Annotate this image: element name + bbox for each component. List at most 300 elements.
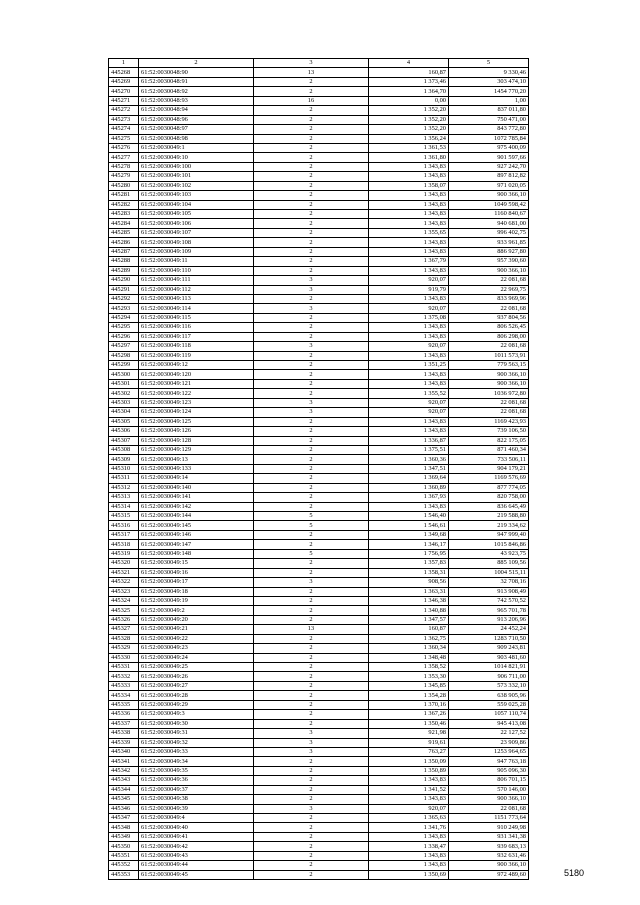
value-cell: 1169 576,69 — [449, 474, 529, 483]
row-number-cell: 445317 — [109, 530, 139, 539]
cadastral-number-cell: 61:52:0030049:3 — [139, 710, 254, 719]
area-cell: 1 369,64 — [369, 474, 449, 483]
value-cell: 22 081,68 — [449, 304, 529, 313]
area-cell: 1 357,83 — [369, 559, 449, 568]
cadastral-number-cell: 61:52:0030049:26 — [139, 672, 254, 681]
area-cell: 0,00 — [369, 96, 449, 105]
table-row — [109, 568, 529, 577]
cadastral-number-cell: 61:52:0030049:42 — [139, 842, 254, 851]
value-cell: 9 330,46 — [449, 68, 529, 77]
cadastral-number-cell: 61:52:0030049:28 — [139, 691, 254, 700]
row-number-cell: 445297 — [109, 342, 139, 351]
row-number-cell: 445283 — [109, 210, 139, 219]
category-cell: 5 — [254, 512, 369, 521]
row-number-cell: 445352 — [109, 861, 139, 870]
category-cell: 2 — [254, 370, 369, 379]
table-row — [109, 549, 529, 558]
value-cell: 1160 840,67 — [449, 210, 529, 219]
row-number-cell: 445318 — [109, 540, 139, 549]
area-cell: 1 343,83 — [369, 162, 449, 171]
cadastral-number-cell: 61:52:0030049:133 — [139, 464, 254, 473]
category-cell: 2 — [254, 77, 369, 86]
column-header-1: 1 — [109, 59, 139, 68]
area-cell: 920,07 — [369, 276, 449, 285]
category-cell: 2 — [254, 634, 369, 643]
row-number-cell: 445335 — [109, 700, 139, 709]
row-number-cell: 445336 — [109, 710, 139, 719]
area-cell: 1 367,26 — [369, 710, 449, 719]
row-number-cell: 445315 — [109, 512, 139, 521]
area-cell: 921,98 — [369, 729, 449, 738]
cadastral-number-cell: 61:52:0030049:123 — [139, 398, 254, 407]
category-cell: 2 — [254, 332, 369, 341]
table-row — [109, 587, 529, 596]
table-row — [109, 342, 529, 351]
value-cell: 939 683,13 — [449, 842, 529, 851]
cadastral-number-cell: 61:52:0030049:107 — [139, 228, 254, 237]
cadastral-number-cell: 61:52:0030048:96 — [139, 115, 254, 124]
area-cell: 1 336,87 — [369, 436, 449, 445]
cadastral-number-cell: 61:52:0030049:122 — [139, 389, 254, 398]
category-cell: 2 — [254, 653, 369, 662]
category-cell: 2 — [254, 266, 369, 275]
table-row — [109, 134, 529, 143]
value-cell: 903 481,60 — [449, 653, 529, 662]
cadastral-number-cell: 61:52:0030048:97 — [139, 125, 254, 134]
row-number-cell: 445351 — [109, 851, 139, 860]
cadastral-number-cell: 61:52:0030049:12 — [139, 361, 254, 370]
table-row — [109, 379, 529, 388]
cadastral-number-cell: 61:52:0030049:109 — [139, 247, 254, 256]
area-cell: 1 350,09 — [369, 757, 449, 766]
row-number-cell: 445348 — [109, 823, 139, 832]
row-number-cell: 445338 — [109, 729, 139, 738]
cadastral-number-cell: 61:52:0030049:15 — [139, 559, 254, 568]
cadastral-number-cell: 61:52:0030049:100 — [139, 162, 254, 171]
category-cell: 2 — [254, 162, 369, 171]
row-number-cell: 445342 — [109, 766, 139, 775]
row-number-cell: 445347 — [109, 814, 139, 823]
cadastral-number-cell: 61:52:0030049:113 — [139, 294, 254, 303]
row-number-cell: 445306 — [109, 427, 139, 436]
cadastral-number-cell: 61:52:0030049:4 — [139, 814, 254, 823]
area-cell: 1 343,83 — [369, 427, 449, 436]
value-cell: 1015 846,86 — [449, 540, 529, 549]
table-row — [109, 625, 529, 634]
category-cell: 2 — [254, 606, 369, 615]
row-number-cell: 445313 — [109, 493, 139, 502]
area-cell: 1 340,88 — [369, 606, 449, 615]
area-cell: 1 353,30 — [369, 672, 449, 681]
value-cell: 871 460,34 — [449, 445, 529, 454]
value-cell: 303 474,10 — [449, 77, 529, 86]
value-cell: 886 927,80 — [449, 247, 529, 256]
table-row — [109, 729, 529, 738]
value-cell: 972 489,60 — [449, 870, 529, 879]
area-cell: 1 361,80 — [369, 153, 449, 162]
row-number-cell: 445290 — [109, 276, 139, 285]
cadastral-number-cell: 61:52:0030049:1 — [139, 143, 254, 152]
value-cell: 965 701,78 — [449, 606, 529, 615]
row-number-cell: 445281 — [109, 191, 139, 200]
cadastral-number-cell: 61:52:0030049:146 — [139, 530, 254, 539]
category-cell: 2 — [254, 210, 369, 219]
column-header-5: 5 — [449, 59, 529, 68]
cadastral-number-cell: 61:52:0030049:43 — [139, 851, 254, 860]
cadastral-number-cell: 61:52:0030049:103 — [139, 191, 254, 200]
row-number-cell: 445327 — [109, 625, 139, 634]
row-number-cell: 445304 — [109, 408, 139, 417]
value-cell: 573 332,10 — [449, 681, 529, 690]
table-row — [109, 77, 529, 86]
value-cell: 806 526,45 — [449, 323, 529, 332]
value-cell: 931 341,38 — [449, 832, 529, 841]
row-number-cell: 445303 — [109, 398, 139, 407]
category-cell: 2 — [254, 700, 369, 709]
value-cell: 559 025,28 — [449, 700, 529, 709]
cadastral-number-cell: 61:52:0030049:148 — [139, 549, 254, 558]
category-cell: 3 — [254, 408, 369, 417]
category-cell: 2 — [254, 663, 369, 672]
row-number-cell: 445346 — [109, 804, 139, 813]
area-cell: 920,07 — [369, 342, 449, 351]
table-row — [109, 200, 529, 209]
cadastral-number-cell: 61:52:0030049:41 — [139, 832, 254, 841]
area-cell: 920,07 — [369, 398, 449, 407]
value-cell: 906 711,00 — [449, 672, 529, 681]
category-cell: 2 — [254, 832, 369, 841]
value-cell: 904 179,21 — [449, 464, 529, 473]
category-cell: 2 — [254, 247, 369, 256]
value-cell: 905 096,30 — [449, 766, 529, 775]
area-cell: 1 343,83 — [369, 210, 449, 219]
table-row — [109, 228, 529, 237]
area-cell: 1 343,83 — [369, 247, 449, 256]
value-cell: 219 334,62 — [449, 521, 529, 530]
area-cell: 1 354,28 — [369, 691, 449, 700]
category-cell: 2 — [254, 379, 369, 388]
cadastral-number-cell: 61:52:0030049:115 — [139, 313, 254, 322]
category-cell: 3 — [254, 804, 369, 813]
value-cell: 1169 423,93 — [449, 417, 529, 426]
table-row — [109, 832, 529, 841]
area-cell: 1 343,83 — [369, 851, 449, 860]
table-row — [109, 417, 529, 426]
table-row — [109, 153, 529, 162]
area-cell: 1 343,83 — [369, 238, 449, 247]
cadastral-number-cell: 61:52:0030049:10 — [139, 153, 254, 162]
value-cell: 877 774,05 — [449, 483, 529, 492]
category-cell: 2 — [254, 200, 369, 209]
area-cell: 1 343,83 — [369, 191, 449, 200]
category-cell: 3 — [254, 342, 369, 351]
row-number-cell: 445330 — [109, 653, 139, 662]
table-row — [109, 483, 529, 492]
cadastral-number-cell: 61:52:0030049:39 — [139, 804, 254, 813]
row-number-cell: 445271 — [109, 96, 139, 105]
cadastral-number-cell: 61:52:0030049:14 — [139, 474, 254, 483]
row-number-cell: 445288 — [109, 257, 139, 266]
cadastral-number-cell: 61:52:0030049:121 — [139, 379, 254, 388]
cadastral-value-table — [108, 58, 529, 880]
table-row — [109, 125, 529, 134]
area-cell: 1 343,83 — [369, 332, 449, 341]
table-row — [109, 653, 529, 662]
table-row — [109, 351, 529, 360]
value-cell: 940 681,00 — [449, 219, 529, 228]
row-number-cell: 445325 — [109, 606, 139, 615]
value-cell: 1253 964,65 — [449, 747, 529, 756]
table-row — [109, 823, 529, 832]
table-row — [109, 870, 529, 879]
row-number-cell: 445292 — [109, 294, 139, 303]
row-number-cell: 445301 — [109, 379, 139, 388]
value-cell: 885 109,56 — [449, 559, 529, 568]
cadastral-number-cell: 61:52:0030049:21 — [139, 625, 254, 634]
cadastral-number-cell: 61:52:0030049:38 — [139, 795, 254, 804]
row-number-cell: 445326 — [109, 615, 139, 624]
row-number-cell: 445307 — [109, 436, 139, 445]
area-cell: 1 343,83 — [369, 832, 449, 841]
category-cell: 2 — [254, 351, 369, 360]
row-number-cell: 445341 — [109, 757, 139, 766]
value-cell: 933 961,85 — [449, 238, 529, 247]
table-row — [109, 238, 529, 247]
table-row — [109, 181, 529, 190]
row-number-cell: 445329 — [109, 644, 139, 653]
cadastral-number-cell: 61:52:0030049:20 — [139, 615, 254, 624]
cadastral-number-cell: 61:52:0030049:2 — [139, 606, 254, 615]
cadastral-number-cell: 61:52:0030049:140 — [139, 483, 254, 492]
category-cell: 2 — [254, 323, 369, 332]
table-row — [109, 398, 529, 407]
category-cell: 2 — [254, 559, 369, 568]
cadastral-number-cell: 61:52:0030049:128 — [139, 436, 254, 445]
category-cell: 2 — [254, 134, 369, 143]
value-cell: 750 471,00 — [449, 115, 529, 124]
table-row — [109, 502, 529, 511]
value-cell: 910 249,98 — [449, 823, 529, 832]
row-number-cell: 445300 — [109, 370, 139, 379]
category-cell: 2 — [254, 106, 369, 115]
row-number-cell: 445298 — [109, 351, 139, 360]
cadastral-number-cell: 61:52:0030049:16 — [139, 568, 254, 577]
row-number-cell: 445324 — [109, 596, 139, 605]
area-cell: 1 347,57 — [369, 615, 449, 624]
category-cell: 2 — [254, 172, 369, 181]
area-cell: 1 352,20 — [369, 106, 449, 115]
category-cell: 2 — [254, 87, 369, 96]
cadastral-number-cell: 61:52:0030049:22 — [139, 634, 254, 643]
category-cell: 2 — [254, 427, 369, 436]
area-cell: 920,07 — [369, 804, 449, 813]
area-cell: 1 360,34 — [369, 644, 449, 653]
table-row — [109, 719, 529, 728]
value-cell: 932 631,46 — [449, 851, 529, 860]
cadastral-number-cell: 61:52:0030049:125 — [139, 417, 254, 426]
area-cell: 1 350,46 — [369, 719, 449, 728]
cadastral-number-cell: 61:52:0030049:29 — [139, 700, 254, 709]
category-cell: 2 — [254, 143, 369, 152]
table-row — [109, 389, 529, 398]
area-cell: 920,07 — [369, 408, 449, 417]
value-cell: 1014 821,91 — [449, 663, 529, 672]
cadastral-number-cell: 61:52:0030049:30 — [139, 719, 254, 728]
table-row — [109, 219, 529, 228]
area-cell: 1 365,63 — [369, 814, 449, 823]
category-cell: 3 — [254, 738, 369, 747]
area-cell: 1 355,65 — [369, 228, 449, 237]
category-cell: 2 — [254, 870, 369, 879]
row-number-cell: 445309 — [109, 455, 139, 464]
value-cell: 219 588,80 — [449, 512, 529, 521]
area-cell: 1 360,89 — [369, 483, 449, 492]
table-row — [109, 776, 529, 785]
cadastral-number-cell: 61:52:0030049:34 — [139, 757, 254, 766]
row-number-cell: 445279 — [109, 172, 139, 181]
row-number-cell: 445277 — [109, 153, 139, 162]
category-cell: 2 — [254, 115, 369, 124]
area-cell: 919,61 — [369, 738, 449, 747]
area-cell: 1 355,52 — [369, 389, 449, 398]
row-number-cell: 445289 — [109, 266, 139, 275]
category-cell: 2 — [254, 313, 369, 322]
value-cell: 900 366,10 — [449, 370, 529, 379]
area-cell: 1 343,83 — [369, 417, 449, 426]
row-number-cell: 445296 — [109, 332, 139, 341]
area-cell: 1 360,36 — [369, 455, 449, 464]
row-number-cell: 445344 — [109, 785, 139, 794]
cadastral-number-cell: 61:52:0030049:27 — [139, 681, 254, 690]
area-cell: 1 345,85 — [369, 681, 449, 690]
value-cell: 570 146,00 — [449, 785, 529, 794]
table-row — [109, 785, 529, 794]
row-number-cell: 445334 — [109, 691, 139, 700]
area-cell: 1 367,79 — [369, 257, 449, 266]
value-cell: 927 242,70 — [449, 162, 529, 171]
value-cell: 1057 110,74 — [449, 710, 529, 719]
cadastral-number-cell: 61:52:0030049:45 — [139, 870, 254, 879]
table-row — [109, 455, 529, 464]
value-cell: 779 563,15 — [449, 361, 529, 370]
table-row — [109, 115, 529, 124]
area-cell: 1 356,24 — [369, 134, 449, 143]
value-cell: 43 923,75 — [449, 549, 529, 558]
table-row — [109, 530, 529, 539]
category-cell: 2 — [254, 615, 369, 624]
value-cell: 822 175,05 — [449, 436, 529, 445]
row-number-cell: 445285 — [109, 228, 139, 237]
value-cell: 957 390,60 — [449, 257, 529, 266]
cadastral-number-cell: 61:52:0030049:102 — [139, 181, 254, 190]
value-cell: 806 298,00 — [449, 332, 529, 341]
category-cell: 2 — [254, 361, 369, 370]
category-cell: 16 — [254, 96, 369, 105]
area-cell: 1 343,83 — [369, 502, 449, 511]
category-cell: 2 — [254, 757, 369, 766]
category-cell: 2 — [254, 389, 369, 398]
table-row — [109, 87, 529, 96]
area-cell: 1 341,52 — [369, 785, 449, 794]
category-cell: 2 — [254, 181, 369, 190]
area-cell: 1 375,51 — [369, 445, 449, 454]
cadastral-number-cell: 61:52:0030049:19 — [139, 596, 254, 605]
cadastral-number-cell: 61:52:0030049:13 — [139, 455, 254, 464]
area-cell: 1 343,83 — [369, 323, 449, 332]
cadastral-number-cell: 61:52:0030048:94 — [139, 106, 254, 115]
row-number-cell: 445349 — [109, 832, 139, 841]
area-cell: 1 546,40 — [369, 512, 449, 521]
area-cell: 1 375,08 — [369, 313, 449, 322]
cadastral-number-cell: 61:52:0030049:141 — [139, 493, 254, 502]
value-cell: 900 366,10 — [449, 379, 529, 388]
category-cell: 2 — [254, 464, 369, 473]
table-row — [109, 361, 529, 370]
row-number-cell: 445308 — [109, 445, 139, 454]
row-number-cell: 445270 — [109, 87, 139, 96]
table-row — [109, 615, 529, 624]
category-cell: 2 — [254, 191, 369, 200]
column-header-3: 3 — [254, 59, 369, 68]
cadastral-number-cell: 61:52:0030049:142 — [139, 502, 254, 511]
row-number-cell: 445291 — [109, 285, 139, 294]
category-cell: 2 — [254, 710, 369, 719]
category-cell: 2 — [254, 530, 369, 539]
cadastral-number-cell: 61:52:0030049:24 — [139, 653, 254, 662]
value-cell: 733 506,11 — [449, 455, 529, 464]
area-cell: 1 358,31 — [369, 568, 449, 577]
table-row — [109, 493, 529, 502]
table-row — [109, 681, 529, 690]
category-cell: 2 — [254, 823, 369, 832]
table-row — [109, 332, 529, 341]
category-cell: 2 — [254, 228, 369, 237]
row-number-cell: 445321 — [109, 568, 139, 577]
cadastral-number-cell: 61:52:0030049:25 — [139, 663, 254, 672]
value-cell: 833 969,96 — [449, 294, 529, 303]
cadastral-number-cell: 61:52:0030049:126 — [139, 427, 254, 436]
table-row — [109, 644, 529, 653]
table-row — [109, 559, 529, 568]
row-number-cell: 445337 — [109, 719, 139, 728]
cadastral-number-cell: 61:52:0030049:106 — [139, 219, 254, 228]
area-cell: 1 373,46 — [369, 77, 449, 86]
category-cell: 2 — [254, 417, 369, 426]
category-cell: 2 — [254, 719, 369, 728]
category-cell: 2 — [254, 493, 369, 502]
area-cell: 1 343,83 — [369, 370, 449, 379]
cadastral-number-cell: 61:52:0030049:124 — [139, 408, 254, 417]
value-cell: 900 366,10 — [449, 266, 529, 275]
area-cell: 1 343,83 — [369, 200, 449, 209]
cadastral-number-cell: 61:52:0030049:23 — [139, 644, 254, 653]
category-cell: 2 — [254, 445, 369, 454]
area-cell: 1 341,76 — [369, 823, 449, 832]
cadastral-number-cell: 61:52:0030049:108 — [139, 238, 254, 247]
table-row — [109, 436, 529, 445]
table-row — [109, 191, 529, 200]
category-cell: 2 — [254, 436, 369, 445]
row-number-cell: 445278 — [109, 162, 139, 171]
cadastral-number-cell: 61:52:0030049:116 — [139, 323, 254, 332]
row-number-cell: 445322 — [109, 578, 139, 587]
area-cell: 160,87 — [369, 625, 449, 634]
category-cell: 2 — [254, 502, 369, 511]
area-cell: 763,27 — [369, 747, 449, 756]
category-cell: 2 — [254, 795, 369, 804]
category-cell: 2 — [254, 681, 369, 690]
table-row — [109, 766, 529, 775]
